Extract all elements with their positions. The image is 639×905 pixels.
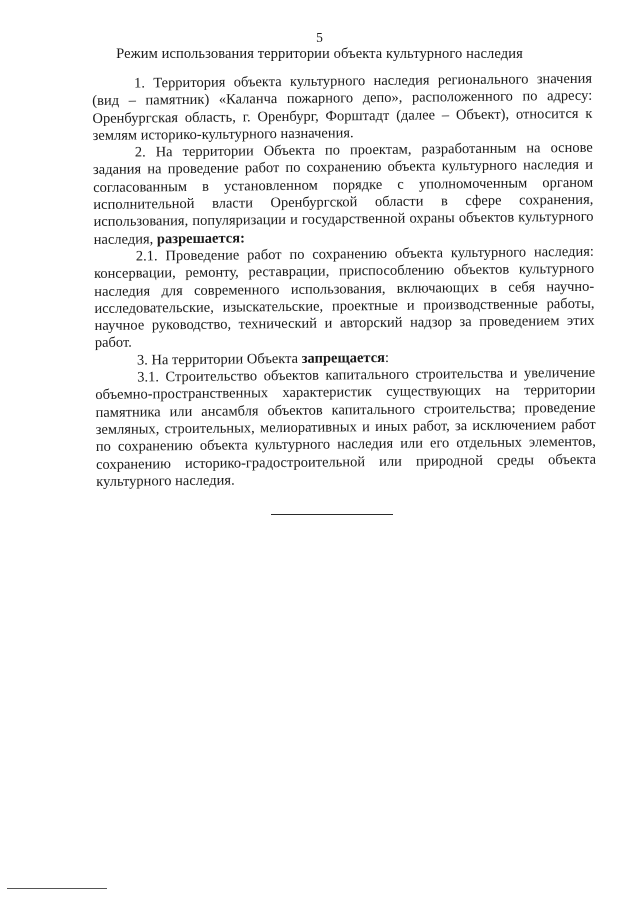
end-divider — [271, 514, 393, 515]
paragraph-1: 1. Территория объекта культурного наследия регионального значения (вид – памятник) «Каланча пожарного депо», расположенного по адресу: Оренбургская область, г. Оренбург, Форштадт (далее – Объект), относится к землям историко-культурного назначения. — [92, 70, 593, 144]
page-number: 5 — [316, 30, 323, 45]
page-title: Режим использования территории объекта культурного наследия — [116, 46, 523, 62]
paragraph-2-bold: разрешается: — [156, 230, 245, 248]
paragraph-2-text: 2. На территории Объекта по проектам, разработанным на основе задания на проведение работ по сохранению объекта культурного наследия и согласованным в установленном порядке с уполномоченным органом исполнительной власти Оренбургской области в сфере сохранения, использования, популяризации и государственной охраны объектов культурного наследия, — [92, 139, 594, 248]
paragraph-3-1: 3.1. Строительство объектов капитального строительства и увеличение объемно-пространственных характеристик существующих на территории памятника или ансамбля объектов капитального строительства; проведение земляных, строительных, мелиоративных и иных работ, за исключением работ по сохранению объекта культурного наследия или его отдельных элементов, сохранению историко-градостроительной или природной среды объекта культурного наследия. — [95, 364, 597, 490]
footer-divider — [7, 888, 107, 889]
paragraph-2-1: 2.1. Проведение работ по сохранению объекта культурного наследия: консервации, ремонту, реставрации, приспособлению объектов культурного наследия для современного использования, включающих в себя научно-исследовательские, изыскательские, проектные и производственные работы, научное руководство, технический и авторский надзор за проведением этих работ. — [93, 243, 595, 352]
paragraph-2 — [93, 140, 594, 249]
paragraph-3-end: : — [384, 349, 390, 366]
paragraph-3-text: 3. На территории Объекта — [136, 350, 302, 369]
document-body — [92, 71, 596, 491]
paragraph-3-bold: запрещается — [301, 349, 386, 367]
